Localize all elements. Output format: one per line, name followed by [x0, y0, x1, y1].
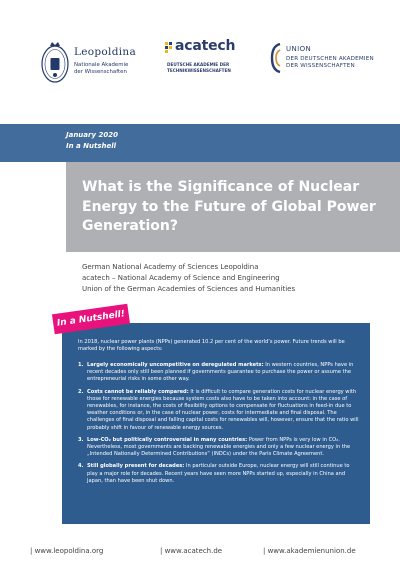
author-line: acatech – National Academy of Science and Engineering	[82, 274, 280, 282]
item-heading: Largely economically uncompetitive on deregulated markets:	[87, 362, 264, 368]
author-line: Union of the German Academies of Sciences and Humanities	[82, 285, 296, 293]
footer-link-akademienunion[interactable]: | www.akademienunion.de	[263, 547, 356, 555]
leopoldina-subtitle-line1: Nationale Akademie	[74, 62, 129, 68]
item-heading: Costs cannot be reliably compared:	[87, 388, 189, 395]
header-band	[0, 124, 400, 162]
union-name: UNION	[286, 45, 312, 53]
footer-link-leopoldina[interactable]: | www.leopoldina.org	[30, 547, 104, 555]
list-item	[78, 389, 360, 432]
union-mark-icon	[270, 42, 282, 74]
acatech-subtitle-line1: DEUTSCHE AKADEMIE DER	[167, 62, 230, 67]
authors-list	[82, 262, 295, 295]
item-text: In western countries, NPPs have in recent decades only still been planned if governments guarantee to purchase the power or assume the entrepreneurial risks in some other way.	[87, 362, 354, 383]
leopoldina-logo	[40, 40, 152, 86]
footer-link-acatech[interactable]: | www.acatech.de	[160, 547, 223, 555]
leopoldina-seal-icon	[40, 40, 70, 84]
union-subtitle-line2: DER WISSENSCHAFTEN	[286, 63, 355, 69]
union-logo	[270, 42, 390, 82]
item-number: 4.	[78, 463, 84, 470]
nutshell-list	[78, 362, 360, 490]
author-line: German National Academy of Sciences Leopoldina	[82, 263, 259, 271]
acatech-logo	[165, 38, 245, 80]
list-item	[78, 463, 360, 485]
item-heading: Low-CO₂ but politically controversial in many countries:	[87, 436, 248, 443]
item-number: 2.	[78, 388, 84, 395]
acatech-name: acatech	[175, 38, 236, 54]
footer	[30, 547, 380, 557]
document-title: What is the Significance of Nuclear Energy to the Future of Global Power Generation?	[82, 179, 376, 234]
leopoldina-name: Leopoldina	[74, 46, 137, 58]
leopoldina-subtitle-line2: der Wissenschaften	[74, 69, 127, 75]
item-heading: Still globally present for decades:	[87, 463, 185, 470]
publication-series: In a Nutshell	[66, 142, 117, 150]
acatech-mark-icon	[165, 42, 173, 54]
item-text: In particular outside Europe, nuclear energy will still continue to play a major role for decades. Recent years have seen more NPPs started up, especially in China and Japan, than have been shut down.	[87, 463, 350, 484]
item-number: 1.	[78, 362, 84, 368]
nutshell-intro: In 2018, nuclear power plants (NPPs) generated 10.2 per cent of the world’s power. Future trends will be marked by the following aspects:	[78, 339, 345, 353]
list-item	[78, 362, 360, 384]
union-subtitle-line1: DER DEUTSCHEN AKADEMIEN	[286, 56, 374, 62]
item-text: Power from NPPs is very low in CO₂. Nevertheless, most governments are backing renewable energies and only a few nuclear energy in the „Intended Nationally Determined Contributions“ (INDCs) under the Paris Climate Agreement.	[87, 436, 351, 458]
item-text: It is difficult to compare generation costs for nuclear energy with those for renewable energies because system costs also have to be taken into account: in the case of renewables, for instance, the costs of flexibility options to compensate for fluctuations in feed-in due to weather conditions or, in the case of nuclear power, costs for intermediate and final disposal. The challenges of final disposal and falling capital costs for renewables will, however, ensure that the ratio will probably shift in favour of renewable energy sources.	[87, 388, 359, 431]
nutshell-label-text: In a Nutshell!	[56, 309, 126, 329]
publication-date: January 2020	[66, 131, 118, 139]
list-item	[78, 437, 360, 459]
logo-row	[0, 36, 400, 84]
item-number: 3.	[78, 436, 84, 443]
acatech-subtitle-line2: TECHNIKWISSENSCHAFTEN	[167, 68, 231, 73]
